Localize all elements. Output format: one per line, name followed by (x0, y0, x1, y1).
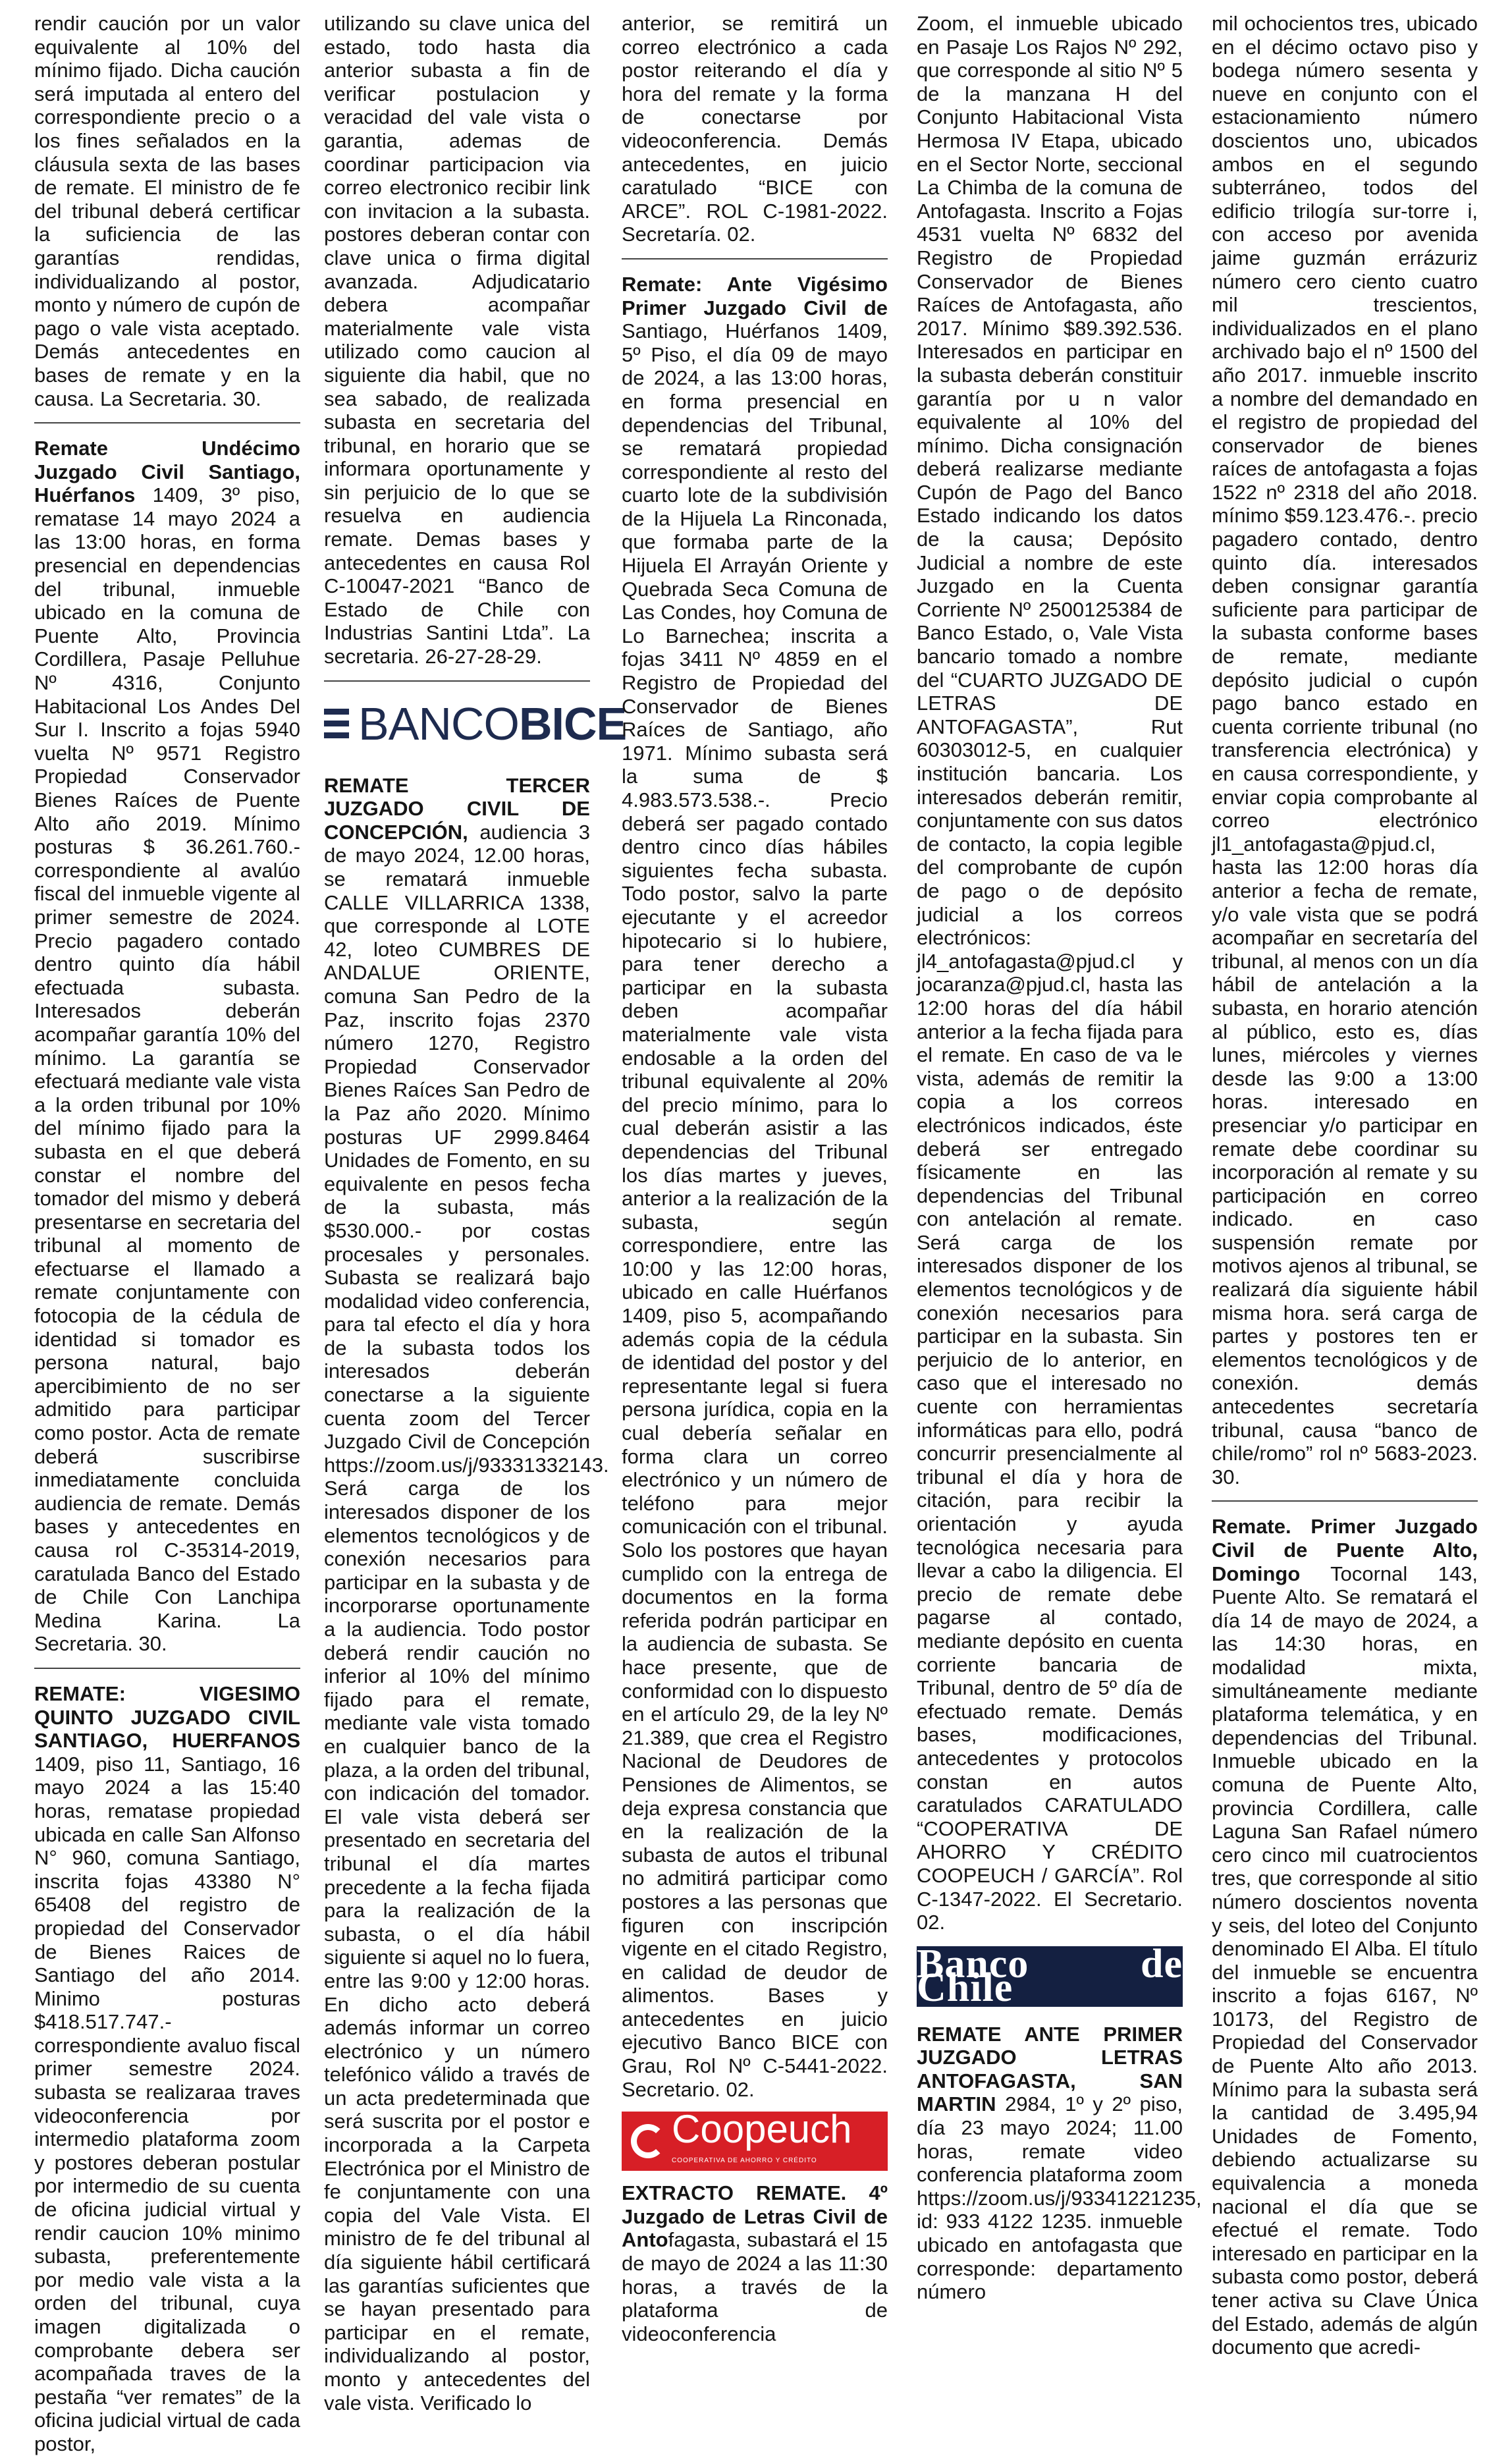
legal-notice (1212, 12, 1478, 1488)
notice-body: 1409, 3º piso, rematase 14 mayo 2024 a las 13:00 horas, en forma presencial en dependencias del tribunal, inmueble ubicado en la comuna de Puente Alto, Provincia Cordillera, Pasaje Pelluhue Nº 4316, Conjunto Habitacional Los Andes Del Sur I. Inscrito a fojas 5940 vuelta Nº 9571 Registro Propiedad Conservador Bienes Raíces de Puente Alto año 2019. Mínimo posturas $ 36.261.760.- correspondiente al avalúo fiscal del inmueble vigente al primer semestre de 2024. Precio pagadero contado dentro quinto día hábil efectuada subasta. Interesados deberán acompañar garantía 10% del mínimo. La garantía se efectuará mediante vale vista a la orden tribunal por 10% del mínimo fijado para la subasta en el que deberá constar el nombre del tomador del mismo y deberá presentarse en secretaria del tribunal al momento de efectuarse el llamado a remate conjuntamente con fotocopia de la cédula de identidad si tomador es persona natural, bajo apercibimiento de no ser admitido para participar como postor. Acta de remate deberá suscribirse inmediatamente concluida audiencia de remate. Demás bases y antecedentes en causa rol C-35314-2019, caratulada Banco del Estado de Chile Con Lanchipa Medina Karina. La Secretaria. 30. (34, 483, 300, 1656)
coopeuch-logo (622, 2107, 888, 2171)
notice-divider (1212, 1500, 1478, 1502)
coopeuch-wordmark (672, 2107, 852, 2173)
notice-body: Santiago, Huérfanos 1409, 5º Piso, el día 09 de mayo de 2024, a las 13:00 horas, en forma presencial en dependencias del Tribunal, se rematará propiedad correspondiente al resto del cuarto lote de la subdivisión de la Hijuela La Rinconada, que formaba parte de la Hijuela El Arrayán Oriente y Quebrada Seca Comuna de Las Condes, hoy Comuna de Lo Barnechea; inscrita a fojas 3411 Nº 4859 en el Registro de Propiedad del Conservador de Bienes Raíces de Santiago, año 1971. Mínimo subasta será la suma de $ 4.983.573.538.-. Precio deberá ser pagado contado dentro cinco días hábiles siguientes fecha subasta. Todo postor, salvo la parte ejecutante y el acreedor hipotecario si lo hubiere, para tener derecho a participar en la subasta deben acompañar materialmente vale vista endosable a la orden del tribunal equivalente al 20% del precio mínimo, para lo cual deberán asistir a las dependencias del Tribunal los días martes y jueves, anterior a la realización de la subasta, según correspondiere, entre las 10:00 y las 12:00 horas, ubicado en calle Huérfanos 1409, piso 5, acompañando además copia de la cédula de identidad del postor y del representante legal si fuera persona jurídica, copia en la cual debería señalar en forma clara un correo electrónico y un número de teléfono para mejor comunicación con el tribunal. Solo los postores que hayan cumplido con la entrega de documentos en la forma referida podrán participar en la audiencia de subasta. Se hace presente, que de conformidad con lo dispuesto en el artículo 29, de la ley Nº 21.389, que crea el Registro Nacional de Deudores de Pensiones de Alimentos, se deja expresa constancia que en la realización de la subasta de autos el tribunal no admitirá participar como postores a las personas que figuren con inscripción vigente en el citado Registro, en calidad de deudor de alimentos. Bases y antecedentes en juicio ejecutivo Banco BICE con Grau, Rol Nº C-5441-2022. Secretario. 02. (622, 319, 888, 2101)
notice-heading: REMATE TERCER JUZGADO CIVIL DE CONCEPCIÓN, (324, 773, 590, 844)
notice-heading: REMATE ANTE PRIMER JUZGADO LETRAS ANTOFAGASTA, SAN MARTIN (917, 2022, 1183, 2116)
column-5 (1212, 12, 1478, 2359)
column-2 (324, 12, 627, 2415)
notice-heading: Remate. Primer Juzgado Civil de Puente Alto, Domingo (1212, 1515, 1478, 1585)
notice-divider (34, 422, 300, 423)
notice-heading: Remate Undécimo Juzgado Civil Santiago, Huérfanos (34, 437, 300, 507)
bice-wordmark (358, 697, 627, 750)
notice-heading: REMATE: VIGESIMO QUINTO JUZGADO CIVIL SANTIAGO, HUERFANOS (34, 1681, 300, 1753)
banco-de-chile-wordmark: Banco de Chile (917, 1942, 1183, 2010)
notice-divider (622, 258, 888, 259)
banco-de-chile-logo (917, 1942, 1183, 2010)
notice-body: anterior, se remitirá un correo electrónico a cada postor reiterando el día y hora del remate y la forma de conectarse por videoconferencia. Demás antecedentes, en juicio caratulado “BICE con ARCE”. ROL C-1981-2022. Secretaría. 02. (622, 12, 888, 246)
legal-notice (34, 1682, 300, 2456)
bice-bars-icon (324, 709, 349, 738)
notice-body: mil ochocientos tres, ubicado en el décimo octavo piso y bodega número sesenta y nueve en conjunto con el estacionamiento número doscientos uno, ubicados ambos en el segundo subterráneo, todos del edificio trilogía sur-torre i, con acceso por avenida jaime guzmán errázuriz número cero ciento cuatro mil trescientos, individualizados en el plano archivado bajo el nº 1500 del año 2017. inmueble inscrito a nombre del demandado en el registro de propiedad del conservador de bienes raíces de antofagasta a fojas 1522 nº 2318 del año 2018. mínimo $59.123.476.-. precio pagadero contado, dentro quinto día. interesados deben consignar garantía suficiente para participar de la subasta conforme bases de remate, mediante depósito judicial o cupón pago banco estado en cuenta corriente tribunal (no transferencia electrónica) y en causa correspondiente, y enviar copia comprobante al correo electrónico jl1_antofagasta@pjud.cl, hasta las 12:00 horas día anterior a fecha de remate, y/o vale vista que se podrá acompañar en secretaría del tribunal, al menos con un día hábil de antelación a la subasta, en horario atención al público, esto es, días lunes, miércoles y viernes desde las 9:00 a 13:00 horas. interesado en presenciar y/o participar en remate debe coordinar su incorporación al remate y su participación en correo indicado. en caso suspensión remate por motivos ajenos al tribunal, se realizará día siguiente hábil misma hora. será carga de partes y postores ten er elementos tecnológicos y de conexión. demás antecedentes secretaría tribunal, causa “banco de chile/romo” rol nº 5683-2023. 30. (1212, 12, 1478, 1488)
legal-notice (622, 273, 888, 2101)
legal-notice (34, 12, 300, 410)
notice-body: 1409, piso 11, Santiago, 16 mayo 2024 a las 15:40 horas, rematase propiedad ubicada en calle San Alfonso N° 960, comuna Santiago, inscrita fojas 43380 N° 65408 del registro de propiedad del Conservador de Bienes Raices de Santiago del año 2014. Minimo posturas $418.517.747.- correspondiente avaluo fiscal primer semestre 2024. subasta se realizaraa traves videoconferencia por intermedio plataforma zoom y postores deberan postular por intermedio de su cuenta de oficina judicial virtual y rendir caucion 10% minimo subasta, preferentemente por medio vale vista a la orden del tribunal, cuya imagen digitalizada o comprobante debera ser acompañada traves de la pestaña “ver remates” de la oficina judicial virtual de cada postor, (34, 1752, 300, 2455)
column-1 (34, 12, 300, 2455)
column-4 (917, 12, 1202, 2304)
notice-body: Zoom, el inmueble ubicado en Pasaje Los Rajos Nº 292, que corresponde al sitio Nº 5 de la manzana H del Conjunto Habitacional Vista Hermosa IV Etapa, ubicado en el Sector Norte, seccional La Chimba de la comuna de Antofagasta. Inscrito a Fojas 4531 vuelta Nº 6832 del Registro de Propiedad Conservador de Bienes Raíces de Antofagasta, año 2017. Mínimo $89.392.536. Interesados en participar en la subasta deberán constituir garantía por u n valor equivalente al 10% del mínimo. Dicha consignación deberá realizarse mediante Cupón de Pago del Banco Estado indicando los datos de la causa; Depósito Judicial a nombre de este Juzgado en la Cuenta Corriente Nº 2500125384 de Banco Estado, o, Vale Vista bancario tomado a nombre del “CUARTO JUZGADO DE LETRAS DE ANTOFAGASTA”, Rut 60303012-5, en cualquier institución bancaria. Los interesados deberán remitir, conjuntamente con sus datos de contacto, la copia legible del comprobante de cupón de pago o de depósito judicial a los correos electrónicos: jl4_antofagasta@pjud.cl y jocaranza@pjud.cl, hasta las 12:00 horas del día hábil anterior a la fecha fijada para el remate. En caso de va le vista, además de remitir la copia a los correos electrónicos indicados, éste deberá ser entregado físicamente en las dependencias del Tribunal con antelación al remate. Será carga de los interesados disponer de los elementos tecnológicos y de conexión necesarios para participar en la subasta. Sin perjuicio de lo anterior, en caso que el interesado no cuente con herramientas informáticas para ello, podrá concurrir presencialmente al tribunal el día y hora de citación, para recibir la orientación y ayuda tecnológica necesaria para llevar a cabo la diligencia. El precio de remate debe pagarse al contado, mediante depósito en cuenta corriente bancaria de Tribunal, dentro de 5º día de efectuado remate. Demás bases, modificaciones, antecedentes y protocolos constan en autos caratulados CARATULADO “COOPERATIVA DE AHORRO Y CRÉDITO COOPEUCH / GARCÍA”. Rol C-1347-2022. El Secretario. 02. (917, 12, 1183, 1934)
legal-notice (917, 12, 1183, 1934)
notice-divider (34, 1668, 300, 1669)
notice-body: 2984, 1º y 2º piso, día 23 mayo 2024; 11.00 horas, remate video conferencia plataforma zoom https://zoom.us/j/93341221235, id: 933 4122 1235. inmueble ubicado en antofagasta que corresponde: departamento número (917, 2092, 1202, 2304)
notice-heading: Remate: Ante Vigésimo Primer Juzgado Civil de (622, 272, 888, 319)
banco-bice-logo (324, 696, 627, 751)
notice-body: audiencia 3 de mayo 2024, 12.00 horas, se rematará inmueble CALLE VILLARRICA 1338, que corresponde al LOTE 42, loteo CUMBRES DE ANDALUE ORIENTE, comuna San Pedro de la Paz, inscrito fojas 2370 número 1270, Registro Propiedad Conservador Bienes Raíces San Pedro de la Paz año 2020. Mínimo posturas UF 2999.8464 Unidades de Fomento, en su equivalente en pesos fecha de la subasta, más $530.000.- por costas procesales y personales. Subasta se realizará bajo modalidad video conferencia, para tal efecto el día y hora de la subasta todos los interesados deberán conectarse a la siguiente cuenta zoom del Tercer Juzgado Civil de Concepción https://zoom.us/j/93331332143. Será carga de los interesados disponer de los elementos tecnológicos y de conexión necesarios para participar en la subasta y de incorporarse oportunamente a la audiencia. Todo postor deberá rendir caución no inferior al 10% del mínimo fijado para el remate, mediante vale vista tomado en cualquier banco de la plaza, a la orden del tribunal, con indicación del tomador. El vale vista deberá ser presentado en secretaria del tribunal el día martes precedente a la fecha fijada para la realización de la subasta, o el día hábil siguiente si aquel no lo fuera, entre las 9:00 y 12:00 horas. En dicho acto deberá además informar un correo electrónico y un número telefónico válido a través de un acta predeterminada que será suscrita por el postor e incorporada a la Carpeta Electrónica por el Ministro de fe conjuntamente con una copia del Vale Vista. El ministro de fe del tribunal al día siguiente hábil certificará las garantías suficientes que se hayan presentado para participar en el remate, individualizando al postor, monto y antecedentes del vale vista. Verificado lo (324, 820, 609, 2415)
coopeuch-name: Coopeuch (672, 2107, 852, 2152)
coopeuch-tagline: COOPERATIVA DE AHORRO Y CRÉDITO (672, 2157, 817, 2165)
notice-body: fagasta, subastará el 15 de mayo de 2024 a las 11:30 horas, a través de la plataforma de videoconferencia (622, 2228, 888, 2345)
bice-word-b: BICE (518, 697, 627, 750)
legal-notice (622, 2181, 888, 2345)
coopeuch-c-icon (631, 2124, 665, 2158)
notice-body: utilizando su clave unica del estado, todo hasta dia anterior subasta a fin de verificar postulacion y veracidad del vale vista o garantia, ademas de coordinar participacion via correo electronico recibir link con invitacion a la subasta. postores deberan contar con clave unica o firma digital avanzada. Adjudicatario debera acompañar materialmente vale vista utilizado como caucion al siguiente dia habil, que no sea sabado, de realizada subasta en secretaria del tribunal, en horario que se informara oportunamente y sin perjuicio de lo que se resuelva en audiencia remate. Demas bases y antecedentes en causa Rol C-10047-2021 “Banco de Estado de Chile con Industrias Santini Ltda”. La secretaria. 26-27-28-29. (324, 12, 590, 669)
notice-heading: EXTRACTO REMATE. 4º Juzgado de Letras Civil de Anto (622, 2181, 888, 2252)
notice-body: rendir caución por un valor equivalente al 10% del mínimo fijado. Dicha caución será imputada al entero del correspondiente precio o a los fines señalados en la cláusula sexta de las bases de remate. El ministro de fe del tribunal deberá certificar la suficiencia de las garantías rendidas, individualizando al postor, monto y número de cupón de pago o vale vista aceptado. Demás antecedentes en bases de remate y en la causa. La Secretaria. 30. (34, 12, 300, 410)
legal-notice (34, 437, 300, 1656)
legal-notice (622, 12, 888, 246)
legal-notice (917, 2022, 1202, 2304)
legal-notice (324, 773, 609, 2415)
notice-divider (324, 680, 590, 682)
column-3 (622, 12, 888, 2345)
notice-body: Tocornal 143, Puente Alto. Se rematará el día 14 de mayo de 2024, a las 14:30 horas, en modalidad mixta, simultáneamente mediante plataforma telemática, y en dependencias del Tribunal. Inmueble ubicado en la comuna de Puente Alto, provincia Cordillera, calle Laguna San Rafael número cero cinco mil cuatrocientos tres, que corresponde al sitio número doscientos noventa y seis, del loteo del Conjunto denominado El Alba. El título del inmueble se encuentra inscrito a fojas 6167, Nº 10173, del Registro de Propiedad del Conservador de Puente Alto año 2013. Mínimo para la subasta será la cantidad de 3.495,94 Unidades de Fomento, debiendo actualizarse su equivalencia a moneda nacional el día que se efectué el remate. Todo interesado en participar en la subasta como postor, deberá tener activa su Clave Única del Estado, además de algún documento que acredi- (1212, 1562, 1478, 2359)
legal-notice (1212, 1515, 1478, 2359)
legal-notice (324, 12, 590, 669)
bice-word-a: BANCO (358, 697, 519, 750)
